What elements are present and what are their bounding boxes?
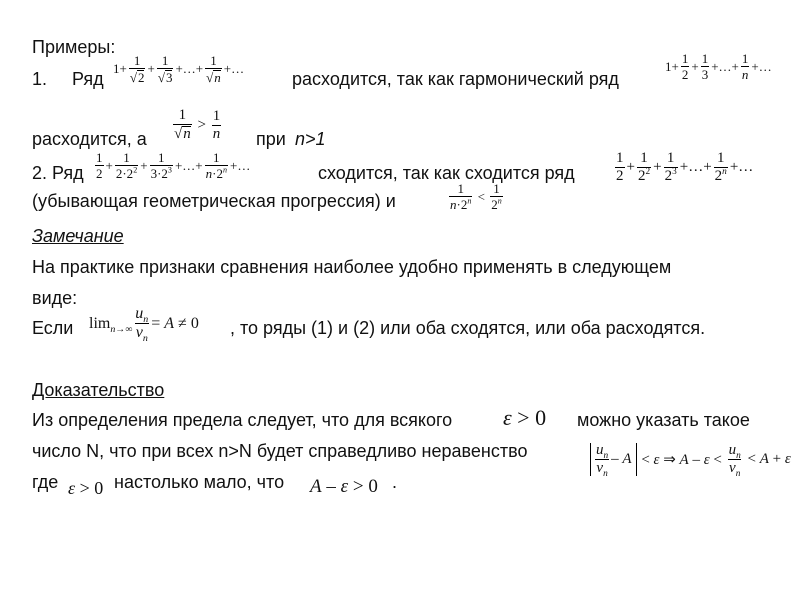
remark-if: Если bbox=[32, 318, 74, 338]
formula-limit: $\lim_{n\to\infty}$ $\frac{u_n}{v_n}$ = A ≠ 0 bbox=[89, 305, 199, 345]
proof-line-2: число N, что при всех n>N будет справедливо неравенство bbox=[32, 441, 528, 461]
formula-a-minus-epsilon: A – ε > 0 bbox=[310, 476, 378, 497]
example-1-number: 1. bbox=[32, 69, 48, 89]
formula-epsilon-positive: ε > 0 bbox=[503, 405, 547, 430]
proof-line-1-end: можно указать такое bbox=[577, 410, 750, 430]
example-2-text: сходится, так как сходится ряд bbox=[318, 163, 575, 183]
formula-epsilon-positive-2: ε > 0 bbox=[68, 478, 104, 498]
example-1-word: Ряд bbox=[72, 69, 104, 89]
formula-inequality: $\frac{u_n}{v_n}$ – A < ε ⇒ A – ε < $\frac{u_n}{v_n}$ < A + ε bbox=[590, 443, 792, 476]
proof-line-1-start: Из определения предела следует, что для всякого bbox=[32, 410, 453, 430]
proof-line-3-mid: настолько мало, что bbox=[114, 472, 285, 492]
formula-series-2: $\frac{1}{2}$ + $\frac{1}{2\cdot 2^2}$ + $\frac{1}{3\cdot 2^3}$ +…+ $\frac{1}{n\cdot 2^n}$ +… bbox=[96, 150, 251, 181]
remark-title: Замечание bbox=[32, 226, 124, 246]
formula-geometric-series: $\frac{1}{2}$ + $\frac{1}{2^2}$ + $\frac{1}{2^3}$ +…+ $\frac{1}{2^n}$ +… bbox=[616, 150, 754, 184]
example-1-text: расходится, так как гармонический ряд bbox=[292, 69, 619, 89]
remark-line-1: На практике признаки сравнения наиболее удобно применять в следующем bbox=[32, 257, 672, 277]
example-1-line2: расходится, а bbox=[32, 129, 147, 149]
proof-title: Доказательство bbox=[32, 380, 165, 400]
remark-line-2: виде: bbox=[32, 288, 78, 308]
example-2-note: (убывающая геометрическая прогрессия) и bbox=[32, 191, 396, 211]
example-1-when: при bbox=[256, 129, 286, 149]
formula-comparison-2: $\frac{1}{n\cdot 2^n}$ < $\frac{1}{2^n}$ bbox=[450, 181, 502, 212]
proof-line-3-end: . bbox=[392, 472, 398, 492]
formula-series-1: 1+ $\frac{1}{√2}$ + $\frac{1}{√3}$ +…+ $\frac{1}{√n}$ +… bbox=[113, 53, 245, 85]
formula-harmonic-series: 1+ $\frac{1}{2}$ + $\frac{1}{3}$ +…+ $\frac{1}{n}$ +… bbox=[665, 51, 772, 82]
example-2-label: 2. Ряд bbox=[32, 163, 84, 183]
formula-comparison-1: $\frac{1}{√n}$ > $\frac{1}{n}$ bbox=[174, 107, 221, 142]
proof-line-3-start: где bbox=[32, 472, 59, 492]
examples-heading: Примеры: bbox=[32, 37, 116, 57]
example-1-condition: n>1 bbox=[295, 129, 326, 149]
remark-conclusion: , то ряды (1) и (2) или оба сходятся, или оба расходятся. bbox=[230, 318, 706, 338]
